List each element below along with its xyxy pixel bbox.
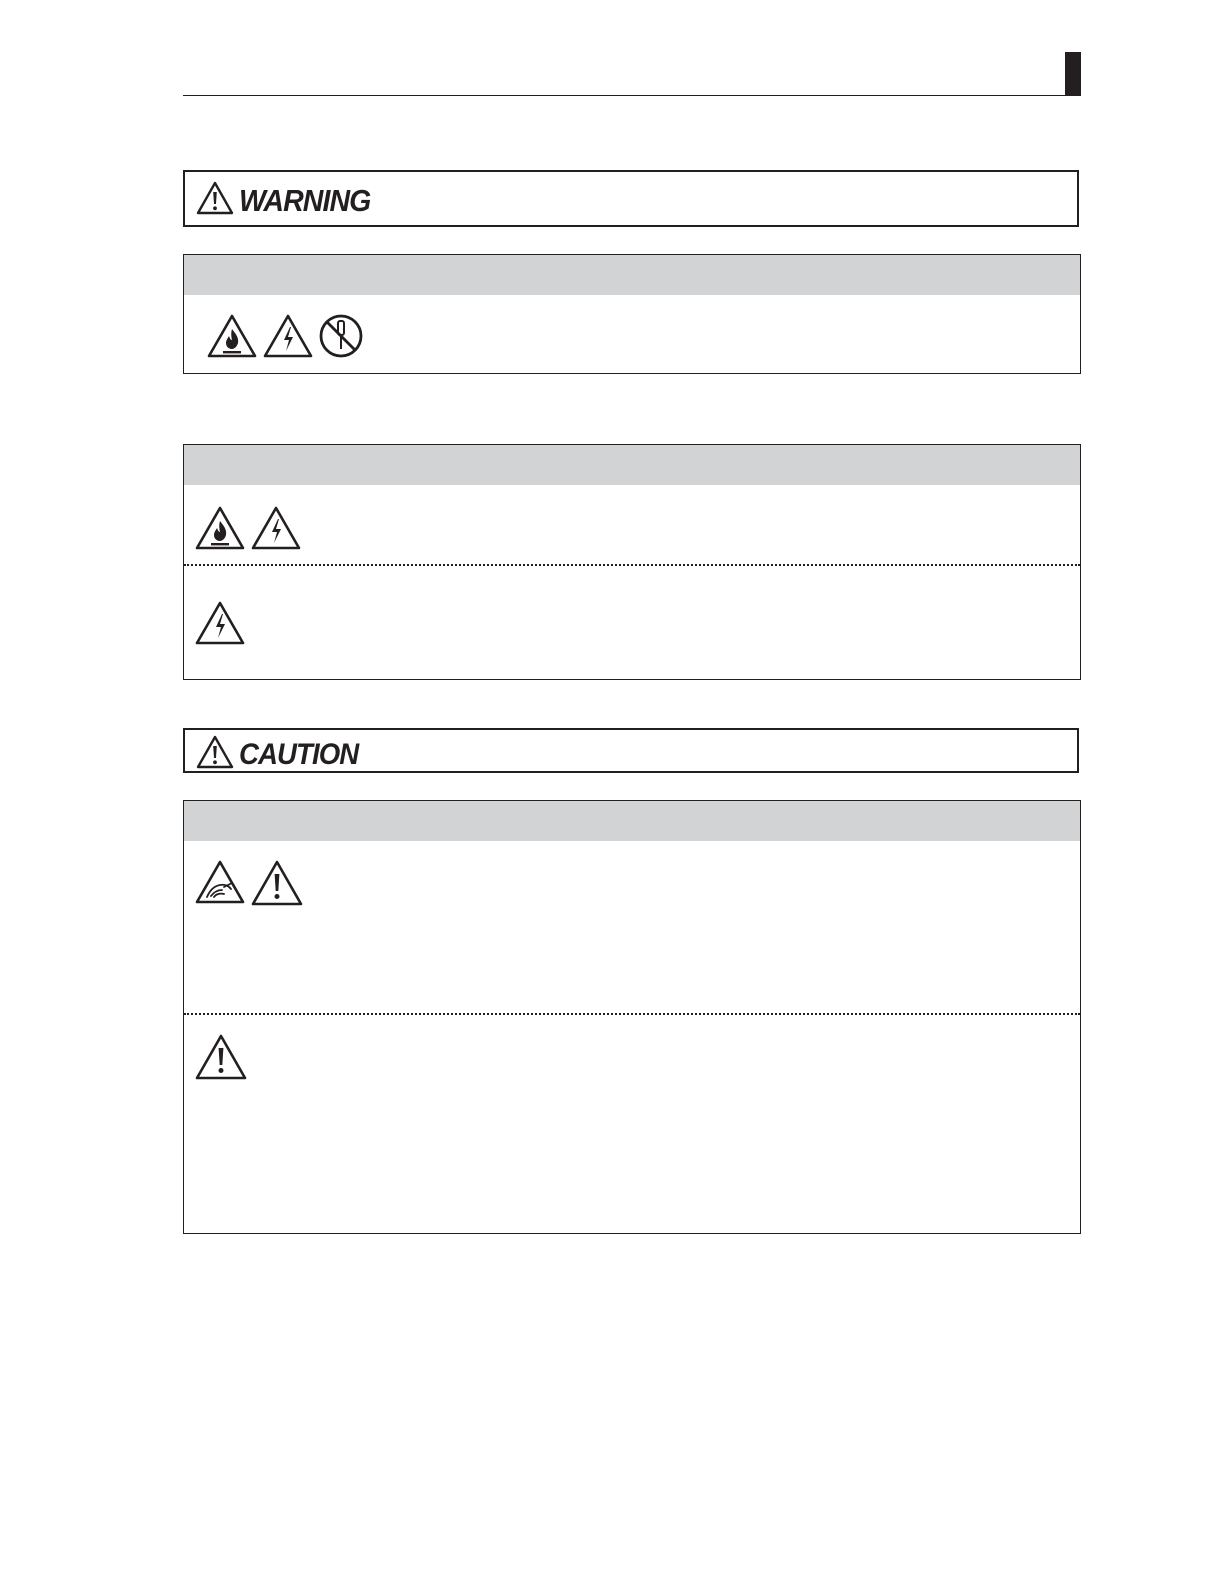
exclamation-triangle-icon: [195, 734, 235, 775]
header-rule: [183, 95, 1065, 96]
box-title-band: [184, 801, 1080, 841]
box-row: [184, 841, 1080, 1013]
electric-shock-icon: [262, 313, 314, 359]
fire-hazard-icon: [206, 313, 258, 359]
electric-shock-icon: [194, 600, 246, 646]
fire-hazard-icon: [194, 505, 246, 551]
warning-signal-word: WARNING: [239, 182, 371, 218]
caution-signal-word: CAUTION: [239, 737, 359, 771]
exclamation-triangle-icon: [194, 1033, 248, 1081]
box-title-band: [184, 255, 1080, 295]
exclamation-triangle-icon: [250, 859, 304, 907]
warning-box-1: [183, 254, 1081, 374]
box-row: [184, 485, 1080, 565]
box-row: [184, 1015, 1080, 1233]
section-tab: [1065, 52, 1081, 96]
hand-pinch-icon: [194, 859, 246, 907]
warning-signal-bar: [183, 170, 1079, 227]
caution-signal-bar: [183, 728, 1079, 773]
exclamation-triangle-icon: [195, 180, 235, 221]
electric-shock-icon: [250, 505, 302, 551]
no-disassembly-icon: [318, 313, 364, 359]
box-row: [184, 295, 1080, 373]
box-row: [184, 566, 1080, 678]
caution-box: [183, 800, 1081, 1234]
warning-box-2: [183, 444, 1081, 680]
box-title-band: [184, 445, 1080, 485]
